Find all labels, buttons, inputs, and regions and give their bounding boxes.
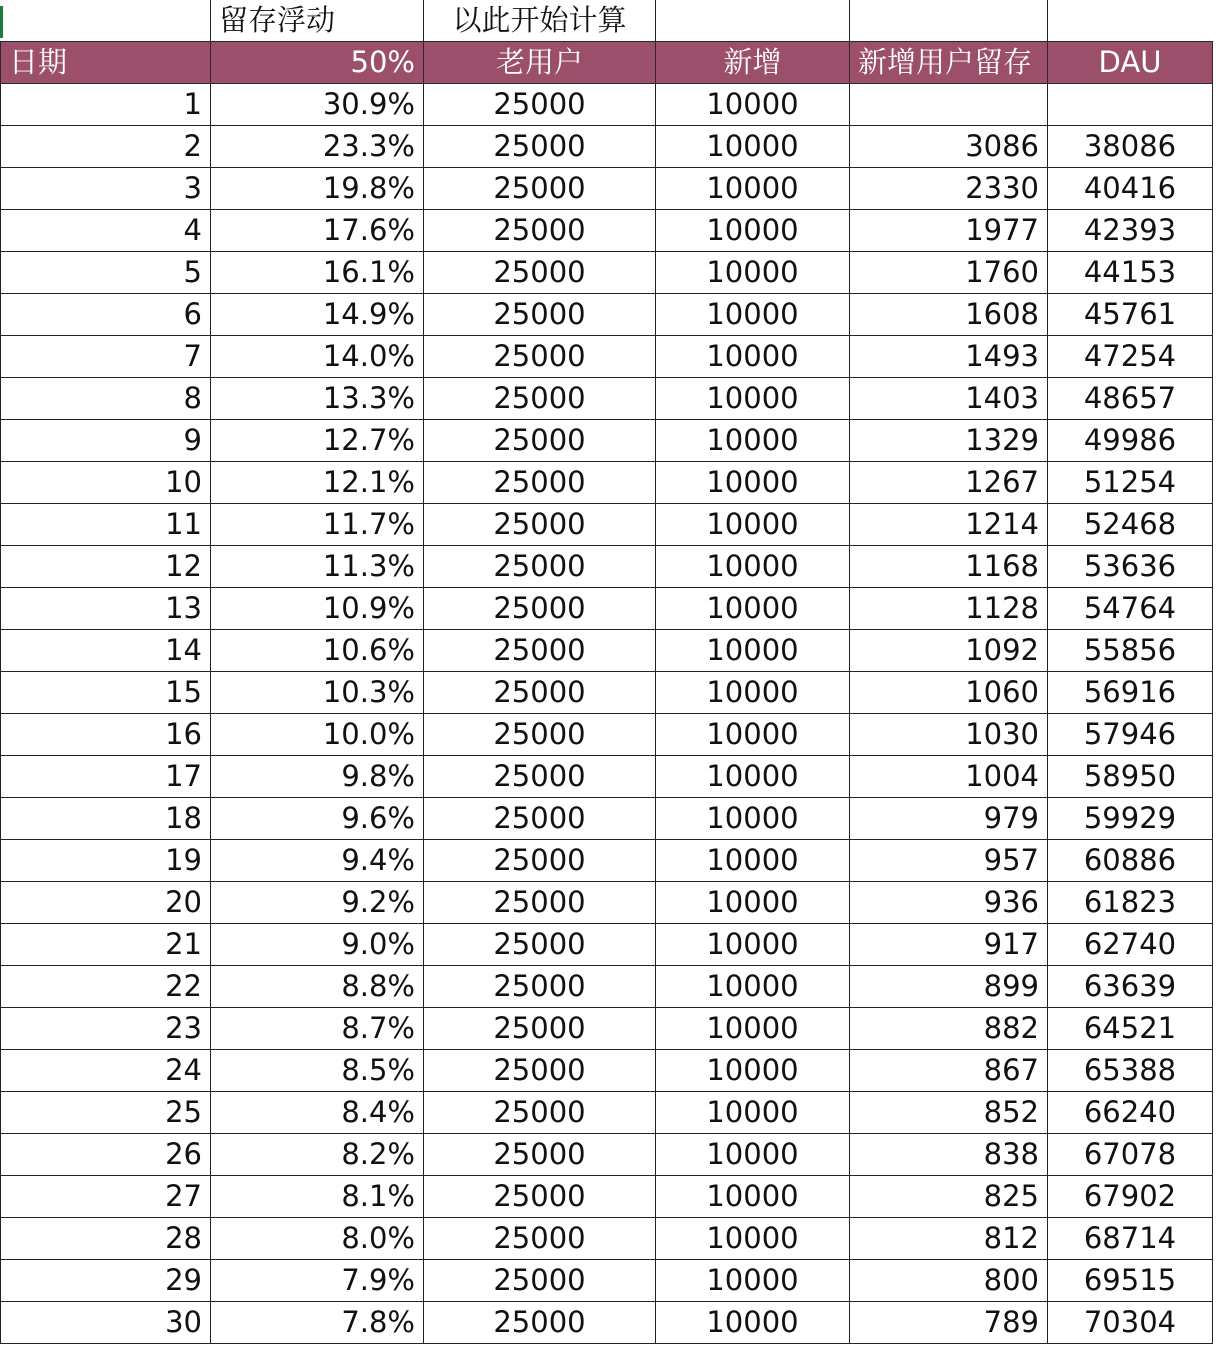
cell-new-user-retention[interactable]: 979 [850, 797, 1048, 839]
cell-new-user-retention[interactable]: 917 [850, 923, 1048, 965]
table-row [1, 797, 1213, 839]
cell-new-user-retention[interactable]: 800 [850, 1259, 1048, 1301]
cell-dau[interactable]: 47254 [1048, 335, 1213, 377]
cell-dau[interactable]: 38086 [1048, 125, 1213, 167]
cell-old-users[interactable]: 25000 [424, 209, 656, 251]
cell-new-users[interactable]: 10000 [656, 167, 850, 209]
cell-retention[interactable]: 12.1% [211, 461, 424, 503]
cell-empty[interactable] [1, 0, 211, 41]
cell-dau[interactable]: 53636 [1048, 545, 1213, 587]
cell-day[interactable]: 4 [1, 209, 211, 251]
cell-empty[interactable] [1048, 0, 1213, 41]
cell-day[interactable]: 14 [1, 629, 211, 671]
table-row [1, 881, 1213, 923]
table-row [1, 335, 1213, 377]
cell-retention[interactable]: 9.8% [211, 755, 424, 797]
cell-new-users[interactable]: 10000 [656, 1259, 850, 1301]
table-row [1, 293, 1213, 335]
table-row [1, 83, 1213, 125]
cell-day[interactable]: 12 [1, 545, 211, 587]
cell-old-users[interactable]: 25000 [424, 755, 656, 797]
cell-retention[interactable]: 17.6% [211, 209, 424, 251]
cell-new-users[interactable]: 10000 [656, 251, 850, 293]
cell-old-users[interactable]: 25000 [424, 1049, 656, 1091]
table-row [1, 1007, 1213, 1049]
table-row [1, 1133, 1213, 1175]
table-row [1, 713, 1213, 755]
cell-new-users[interactable]: 10000 [656, 1301, 850, 1343]
cell-new-users[interactable]: 10000 [656, 545, 850, 587]
cell-old-users[interactable]: 25000 [424, 1091, 656, 1133]
cell-new-user-retention[interactable]: 882 [850, 1007, 1048, 1049]
cell-retention[interactable]: 23.3% [211, 125, 424, 167]
cell-dau[interactable]: 70304 [1048, 1301, 1213, 1343]
cell-dau[interactable]: 45761 [1048, 293, 1213, 335]
cell-new-user-retention[interactable]: 838 [850, 1133, 1048, 1175]
cell-new-user-retention[interactable]: 1977 [850, 209, 1048, 251]
cell-new-users[interactable]: 10000 [656, 1217, 850, 1259]
header-old-users[interactable]: 老用户 [424, 41, 656, 83]
table-row [1, 755, 1213, 797]
cell-dau[interactable]: 48657 [1048, 377, 1213, 419]
cell-new-users[interactable]: 10000 [656, 1091, 850, 1133]
cell-new-user-retention[interactable]: 1760 [850, 251, 1048, 293]
cell-new-user-retention[interactable] [850, 83, 1048, 125]
cell-dau[interactable]: 67078 [1048, 1133, 1213, 1175]
cell-retention[interactable]: 8.2% [211, 1133, 424, 1175]
cell-new-user-retention[interactable]: 1004 [850, 755, 1048, 797]
cell-day[interactable]: 30 [1, 1301, 211, 1343]
cell-dau[interactable]: 49986 [1048, 419, 1213, 461]
header-dau[interactable]: DAU [1048, 41, 1213, 83]
cell-old-users[interactable]: 25000 [424, 881, 656, 923]
cell-old-users[interactable]: 25000 [424, 671, 656, 713]
cell-old-users[interactable]: 25000 [424, 419, 656, 461]
table-row [1, 923, 1213, 965]
cell-new-user-retention[interactable]: 1092 [850, 629, 1048, 671]
table-row [1, 167, 1213, 209]
cell-day[interactable]: 20 [1, 881, 211, 923]
cell-dau[interactable]: 54764 [1048, 587, 1213, 629]
cell-retention[interactable]: 9.6% [211, 797, 424, 839]
cell-dau[interactable]: 66240 [1048, 1091, 1213, 1133]
table-row [1, 587, 1213, 629]
cell-dau[interactable]: 55856 [1048, 629, 1213, 671]
cell-new-users[interactable]: 10000 [656, 713, 850, 755]
cell-retention[interactable]: 19.8% [211, 167, 424, 209]
cell-day[interactable]: 16 [1, 713, 211, 755]
cell-new-user-retention[interactable]: 1403 [850, 377, 1048, 419]
cell-day[interactable]: 18 [1, 797, 211, 839]
header-new-user-retention[interactable]: 新增用户留存 [850, 41, 1048, 83]
cell-retention[interactable]: 7.9% [211, 1259, 424, 1301]
cell-new-users[interactable]: 10000 [656, 881, 850, 923]
cell-new-users[interactable]: 10000 [656, 377, 850, 419]
cell-new-user-retention[interactable]: 3086 [850, 125, 1048, 167]
cell-old-users[interactable]: 25000 [424, 461, 656, 503]
cell-new-users[interactable]: 10000 [656, 125, 850, 167]
cell-day[interactable]: 25 [1, 1091, 211, 1133]
cell-empty[interactable] [850, 0, 1048, 41]
cell-new-user-retention[interactable]: 1493 [850, 335, 1048, 377]
cell-day[interactable]: 28 [1, 1217, 211, 1259]
cell-retention[interactable]: 14.0% [211, 335, 424, 377]
cell-old-users[interactable]: 25000 [424, 923, 656, 965]
table-row [1, 377, 1213, 419]
cell-new-user-retention[interactable]: 957 [850, 839, 1048, 881]
cell-old-users[interactable]: 25000 [424, 839, 656, 881]
cell-dau[interactable]: 63639 [1048, 965, 1213, 1007]
cell-retention[interactable]: 8.0% [211, 1217, 424, 1259]
cell-new-user-retention[interactable]: 1267 [850, 461, 1048, 503]
cell-dau[interactable]: 59929 [1048, 797, 1213, 839]
cell-day[interactable]: 13 [1, 587, 211, 629]
cell-new-users[interactable]: 10000 [656, 839, 850, 881]
cell-new-user-retention[interactable]: 899 [850, 965, 1048, 1007]
cell-old-users[interactable]: 25000 [424, 1007, 656, 1049]
cell-old-users[interactable]: 25000 [424, 629, 656, 671]
cell-new-users[interactable]: 10000 [656, 83, 850, 125]
cell-old-users[interactable]: 25000 [424, 251, 656, 293]
cell-new-users[interactable]: 10000 [656, 629, 850, 671]
cell-new-users[interactable]: 10000 [656, 923, 850, 965]
cell-old-users[interactable]: 25000 [424, 83, 656, 125]
cell-retention[interactable]: 8.8% [211, 965, 424, 1007]
top-row [1, 0, 1213, 41]
cell-new-users[interactable]: 10000 [656, 965, 850, 1007]
cell-day[interactable]: 10 [1, 461, 211, 503]
table-row [1, 1175, 1213, 1217]
cell-retention[interactable]: 10.9% [211, 587, 424, 629]
cell-new-users[interactable]: 10000 [656, 1133, 850, 1175]
cell-day[interactable]: 7 [1, 335, 211, 377]
cell-new-users[interactable]: 10000 [656, 1175, 850, 1217]
table-row [1, 419, 1213, 461]
cell-calc-start[interactable]: 以此开始计算 [424, 0, 656, 41]
cell-retention[interactable]: 8.7% [211, 1007, 424, 1049]
cell-retention[interactable]: 16.1% [211, 251, 424, 293]
cell-retention[interactable]: 11.3% [211, 545, 424, 587]
cell-old-users[interactable]: 25000 [424, 125, 656, 167]
table-row [1, 839, 1213, 881]
cell-new-users[interactable]: 10000 [656, 335, 850, 377]
cell-dau[interactable]: 52468 [1048, 503, 1213, 545]
cell-day[interactable]: 6 [1, 293, 211, 335]
table-row [1, 1049, 1213, 1091]
cell-dau[interactable] [1048, 83, 1213, 125]
cell-retention[interactable]: 10.3% [211, 671, 424, 713]
cell-dau[interactable]: 58950 [1048, 755, 1213, 797]
cell-dau[interactable]: 56916 [1048, 671, 1213, 713]
cell-day[interactable]: 24 [1, 1049, 211, 1091]
cell-old-users[interactable]: 25000 [424, 1175, 656, 1217]
cell-dau[interactable]: 61823 [1048, 881, 1213, 923]
cell-new-users[interactable]: 10000 [656, 671, 850, 713]
table-row [1, 965, 1213, 1007]
header-retention-pct[interactable]: 50% [211, 41, 424, 83]
cell-retention[interactable]: 9.0% [211, 923, 424, 965]
cell-retention-float[interactable]: 留存浮动 [211, 0, 424, 41]
header-new-users[interactable]: 新增 [656, 41, 850, 83]
cell-day[interactable]: 3 [1, 167, 211, 209]
table-row [1, 251, 1213, 293]
cell-new-user-retention[interactable]: 1060 [850, 671, 1048, 713]
cell-new-users[interactable]: 10000 [656, 461, 850, 503]
table-row [1, 461, 1213, 503]
table-row [1, 1259, 1213, 1301]
cell-retention[interactable]: 13.3% [211, 377, 424, 419]
cell-old-users[interactable]: 25000 [424, 503, 656, 545]
cell-old-users[interactable]: 25000 [424, 797, 656, 839]
cell-new-users[interactable]: 10000 [656, 1049, 850, 1091]
header-date[interactable]: 日期 [1, 41, 211, 83]
cell-new-user-retention[interactable]: 2330 [850, 167, 1048, 209]
cell-retention[interactable]: 8.1% [211, 1175, 424, 1217]
cell-dau[interactable]: 40416 [1048, 167, 1213, 209]
cell-retention[interactable]: 30.9% [211, 83, 424, 125]
cell-old-users[interactable]: 25000 [424, 587, 656, 629]
cell-dau[interactable]: 64521 [1048, 1007, 1213, 1049]
cell-new-user-retention[interactable]: 852 [850, 1091, 1048, 1133]
cell-new-user-retention[interactable]: 1214 [850, 503, 1048, 545]
cell-old-users[interactable]: 25000 [424, 545, 656, 587]
table-row [1, 1091, 1213, 1133]
cell-dau[interactable]: 62740 [1048, 923, 1213, 965]
cell-day[interactable]: 22 [1, 965, 211, 1007]
cell-day[interactable]: 21 [1, 923, 211, 965]
cell-new-user-retention[interactable]: 936 [850, 881, 1048, 923]
cell-day[interactable]: 1 [1, 83, 211, 125]
cell-dau[interactable]: 68714 [1048, 1217, 1213, 1259]
cell-day[interactable]: 23 [1, 1007, 211, 1049]
table-row [1, 503, 1213, 545]
cell-dau[interactable]: 44153 [1048, 251, 1213, 293]
cell-new-users[interactable]: 10000 [656, 419, 850, 461]
cell-dau[interactable]: 69515 [1048, 1259, 1213, 1301]
cell-new-user-retention[interactable]: 1329 [850, 419, 1048, 461]
table-row [1, 545, 1213, 587]
cell-old-users[interactable]: 25000 [424, 377, 656, 419]
cell-old-users[interactable]: 25000 [424, 293, 656, 335]
cell-retention[interactable]: 12.7% [211, 419, 424, 461]
cell-new-users[interactable]: 10000 [656, 209, 850, 251]
cell-new-user-retention[interactable]: 1168 [850, 545, 1048, 587]
cell-new-user-retention[interactable]: 1128 [850, 587, 1048, 629]
cell-old-users[interactable]: 25000 [424, 1259, 656, 1301]
table-row [1, 671, 1213, 713]
cell-dau[interactable]: 67902 [1048, 1175, 1213, 1217]
cell-old-users[interactable]: 25000 [424, 1217, 656, 1259]
cell-dau[interactable]: 42393 [1048, 209, 1213, 251]
cell-old-users[interactable]: 25000 [424, 1133, 656, 1175]
cell-retention[interactable]: 8.4% [211, 1091, 424, 1133]
table-row [1, 1217, 1213, 1259]
cell-retention[interactable]: 11.7% [211, 503, 424, 545]
cell-old-users[interactable]: 25000 [424, 713, 656, 755]
cell-day[interactable]: 27 [1, 1175, 211, 1217]
cell-empty[interactable] [656, 0, 850, 41]
cell-new-user-retention[interactable]: 1608 [850, 293, 1048, 335]
cell-new-users[interactable]: 10000 [656, 797, 850, 839]
cell-new-user-retention[interactable]: 789 [850, 1301, 1048, 1343]
table-row [1, 1301, 1213, 1343]
cell-dau[interactable]: 57946 [1048, 713, 1213, 755]
cell-dau[interactable]: 65388 [1048, 1049, 1213, 1091]
cell-old-users[interactable]: 25000 [424, 335, 656, 377]
cell-retention[interactable]: 7.8% [211, 1301, 424, 1343]
cell-day[interactable]: 19 [1, 839, 211, 881]
cell-day[interactable]: 2 [1, 125, 211, 167]
cell-day[interactable]: 29 [1, 1259, 211, 1301]
cell-retention[interactable]: 9.4% [211, 839, 424, 881]
cell-new-users[interactable]: 10000 [656, 1007, 850, 1049]
cell-day[interactable]: 8 [1, 377, 211, 419]
table-row [1, 125, 1213, 167]
cell-old-users[interactable]: 25000 [424, 965, 656, 1007]
cell-retention[interactable]: 10.0% [211, 713, 424, 755]
cell-day[interactable]: 17 [1, 755, 211, 797]
cell-retention[interactable]: 10.6% [211, 629, 424, 671]
cell-old-users[interactable]: 25000 [424, 167, 656, 209]
cell-day[interactable]: 5 [1, 251, 211, 293]
cell-retention[interactable]: 8.5% [211, 1049, 424, 1091]
cell-new-user-retention[interactable]: 867 [850, 1049, 1048, 1091]
cell-new-users[interactable]: 10000 [656, 587, 850, 629]
cell-new-users[interactable]: 10000 [656, 503, 850, 545]
cell-day[interactable]: 9 [1, 419, 211, 461]
cell-new-user-retention[interactable]: 825 [850, 1175, 1048, 1217]
cell-retention[interactable]: 9.2% [211, 881, 424, 923]
cell-new-users[interactable]: 10000 [656, 293, 850, 335]
cell-new-users[interactable]: 10000 [656, 755, 850, 797]
table-row [1, 629, 1213, 671]
cell-dau[interactable]: 60886 [1048, 839, 1213, 881]
cell-day[interactable]: 11 [1, 503, 211, 545]
cell-dau[interactable]: 51254 [1048, 461, 1213, 503]
cell-new-user-retention[interactable]: 1030 [850, 713, 1048, 755]
cell-day[interactable]: 15 [1, 671, 211, 713]
cell-new-user-retention[interactable]: 812 [850, 1217, 1048, 1259]
cell-retention[interactable]: 14.9% [211, 293, 424, 335]
cell-day[interactable]: 26 [1, 1133, 211, 1175]
header-row [1, 41, 1213, 83]
table-row [1, 209, 1213, 251]
cell-old-users[interactable]: 25000 [424, 1301, 656, 1343]
